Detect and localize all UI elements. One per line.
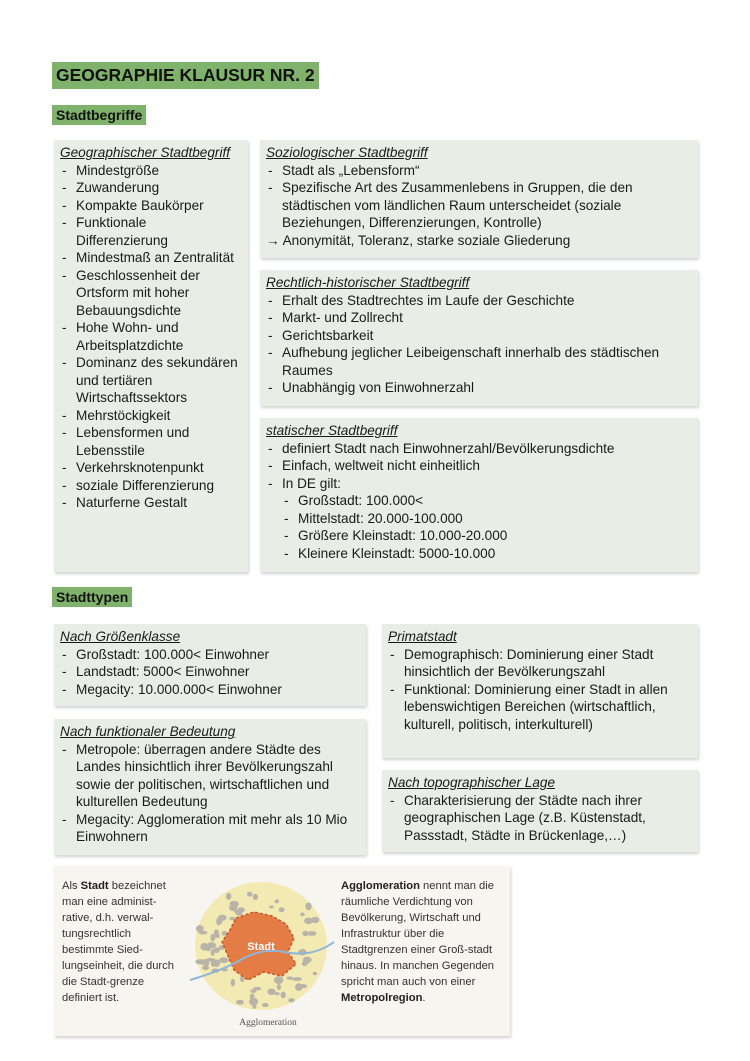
- settlement-dot: [262, 1003, 269, 1007]
- settlement-dot: [250, 989, 256, 993]
- card-title: Nach Größenklasse: [60, 629, 181, 644]
- item-list: [266, 162, 690, 232]
- list-item: - Aufhebung jeglicher Leibeigenschaft innerhalb des städtischen Raumes: [266, 344, 690, 379]
- list-item: - Verkehrsknotenpunkt: [60, 459, 240, 477]
- item-list: [388, 646, 690, 734]
- settlement-dot: [226, 893, 231, 900]
- list-item: - Geschlossenheit der Ortsform mit hoher Bebauungsdichte: [60, 267, 240, 320]
- settlement-dot: [300, 913, 305, 917]
- settlement-dot: [292, 977, 302, 981]
- settlement-dot: [214, 947, 220, 953]
- settlement-dot: [313, 972, 317, 975]
- item-list: [60, 646, 358, 699]
- item-list: [266, 292, 690, 397]
- list-item: - In DE gilt:: [266, 475, 690, 493]
- list-item: - Landstadt: 5000< Einwohner: [60, 663, 358, 681]
- list-item: - Mindestmaß an Zentralität: [60, 249, 240, 267]
- term-stadt: Stadt: [80, 880, 109, 892]
- settlement-dot: [275, 899, 280, 903]
- list-item: - Großstadt: 100.000< Einwohner: [60, 646, 358, 664]
- settlement-dot: [302, 931, 309, 936]
- list-item: - Charakterisierung der Städte nach ihrer geographischen Lage (z.B. Küstenstadt, Passstadt, Städte in Brückenlage,…): [388, 792, 690, 845]
- item-list: [60, 741, 358, 846]
- list-item: - Mindestgröße: [60, 162, 240, 180]
- settlement-dot: [206, 958, 215, 962]
- list-item: - Mehrstöckigkeit: [60, 407, 240, 425]
- settlement-dot: [219, 957, 229, 963]
- list-item: - Megacity: 10.000.000< Einwohner: [60, 681, 358, 699]
- item-list: [266, 440, 690, 493]
- settlement-dot: [310, 931, 316, 936]
- settlement-dot: [231, 979, 235, 987]
- item-list: [60, 162, 240, 512]
- list-item: - Dominanz des sekundären und tertiären Wirtschaftssektors: [60, 354, 240, 407]
- list-item: - Erhalt des Stadtrechtes im Laufe der Geschichte: [266, 292, 690, 310]
- card-soziologischer-stadtbegriff: [260, 140, 698, 258]
- term-agglomeration: Agglomeration: [341, 880, 420, 892]
- page-title: GEOGRAPHIE KLAUSUR NR. 2: [52, 62, 319, 89]
- settlement-dot: [305, 903, 311, 911]
- list-item: - soziale Differenzierung: [60, 477, 240, 495]
- item-list: [388, 792, 690, 845]
- list-item: - Spezifische Art des Zusammenlebens in Gruppen, die den städtischen vom ländlichen Raum unterscheidet (soziale Beziehungen, Differenzierungen, Kontrolle): [266, 179, 690, 232]
- settlement-dot: [278, 977, 282, 980]
- stadt-agglomeration-figure: [54, 866, 510, 1036]
- settlement-dot: [234, 910, 242, 914]
- sub-item-list: [266, 492, 690, 562]
- settlement-dot: [253, 894, 258, 900]
- list-item: - Demographisch: Dominierung einer Stadt hinsichtlich der Bevölkerungszahl: [388, 646, 690, 681]
- sub-list-item: - Großstadt: 100.000<: [266, 492, 690, 510]
- settlement-dot: [295, 983, 303, 991]
- card-title: Soziologischer Stadtbegriff: [266, 145, 428, 160]
- settlement-dot: [304, 918, 313, 925]
- agglomeration-definition-text: [341, 878, 506, 1006]
- text-part: .: [422, 992, 426, 1004]
- settlement-dot: [274, 992, 280, 995]
- term-metropolregion: Metropolregion: [341, 992, 423, 1004]
- list-item: - Funktional: Dominierung einer Stadt in allen lebenswichtigen Bereichen (wirtschaftlich, kulturell, politisch, interkulturell): [388, 681, 690, 734]
- section-heading-stadttypen: Stadttypen: [52, 587, 132, 607]
- card-title: statischer Stadtbegriff: [266, 423, 398, 438]
- settlement-dot: [196, 925, 204, 932]
- sub-list-item: - Mittelstadt: 20.000-100.000: [266, 510, 690, 528]
- list-item: - Markt- und Zollrecht: [266, 309, 690, 327]
- list-item: - Kompakte Baukörper: [60, 197, 240, 215]
- list-item: - Einfach, weltweit nicht einheitlich: [266, 457, 690, 475]
- list-item: - Zuwanderung: [60, 179, 240, 197]
- text-part: Als: [62, 880, 81, 892]
- settlement-dot: [216, 917, 221, 925]
- card-title: Primatstadt: [388, 629, 457, 644]
- text-part: nennt man die räumliche Verdichtung von Bevölkerung, Wirtschaft und Infrastruktur über die Stadtgrenzen einer Groß-stadt hinaus. In manchen Gegenden spricht man auch von einer: [341, 880, 495, 988]
- settlement-dot: [303, 957, 310, 965]
- settlement-dot: [281, 992, 286, 999]
- card-title: Rechtlich-historischer Stadtbegriff: [266, 275, 470, 290]
- city-label: Stadt: [247, 941, 275, 953]
- settlement-dot: [279, 907, 285, 912]
- conclusion-line: → Anonymität, Toleranz, starke soziale Gliederung: [266, 232, 571, 248]
- card-title: Nach funktionaler Bedeutung: [60, 724, 236, 739]
- settlement-dot: [286, 976, 293, 979]
- settlement-dot: [250, 994, 255, 1001]
- settlement-dot: [207, 942, 216, 949]
- card-primatstadt: [382, 624, 698, 758]
- card-title: Nach topographischer Lage: [388, 775, 556, 790]
- list-item: - Stadt als „Lebensform“: [266, 162, 690, 180]
- list-item: - Megacity: Agglomeration mit mehr als 10 Mio Einwohnern: [60, 811, 358, 846]
- settlement-dot: [236, 1000, 244, 1005]
- text-part: bezeichnet man eine administ-rative, d.h. verwal-tungsrechtlich bestimmte Sied-lungseinheit, die durch die Stadt-grenze definiert ist.: [62, 880, 174, 1004]
- card-title: Geographischer Stadtbegriff: [60, 145, 231, 160]
- stadt-definition-text: [62, 878, 180, 1006]
- settlement-dot: [247, 892, 253, 897]
- list-item: - Unabhängig von Einwohnerzahl: [266, 379, 690, 397]
- settlement-dot: [269, 906, 274, 909]
- list-item: - Metropole: überragen andere Städte des Landes hinsichtlich ihrer Bevölkerungszahl sowie der politischen, wirtschaftlichen und kulturellen Bedeutung: [60, 741, 358, 811]
- list-item: - definiert Stadt nach Einwohnerzahl/Bevölkerungsdichte: [266, 440, 690, 458]
- list-item: - Lebensformen und Lebensstile: [60, 424, 240, 459]
- card-statischer-stadtbegriff: [260, 418, 698, 572]
- card-nach-groessenklasse: [54, 624, 366, 706]
- settlement-dot: [214, 934, 220, 938]
- list-item: - Funktionale Differenzierung: [60, 214, 240, 249]
- card-nach-topographischer-lage: [382, 770, 698, 852]
- card-geographischer-stadtbegriff: [54, 140, 248, 572]
- settlement-dot: [252, 1004, 256, 1009]
- agglomeration-label: Agglomeration: [239, 1018, 297, 1028]
- card-rechtlich-historischer-stadtbegriff: [260, 270, 698, 406]
- settlement-dot: [195, 959, 204, 964]
- settlement-dot: [277, 984, 281, 990]
- sub-list-item: - Größere Kleinstadt: 10.000-20.000: [266, 527, 690, 545]
- list-item: - Gerichtsbarkeit: [266, 327, 690, 345]
- card-nach-funktionaler-bedeutung: [54, 719, 366, 855]
- list-item: - Naturferne Gestalt: [60, 494, 240, 512]
- agglomeration-map-illustration: [184, 872, 339, 1032]
- sub-list-item: - Kleinere Kleinstadt: 5000-10.000: [266, 545, 690, 563]
- settlement-dot: [288, 998, 295, 1002]
- section-heading-stadtbegriffe: Stadtbegriffe: [52, 105, 146, 125]
- list-item: - Hohe Wohn- und Arbeitsplatzdichte: [60, 319, 240, 354]
